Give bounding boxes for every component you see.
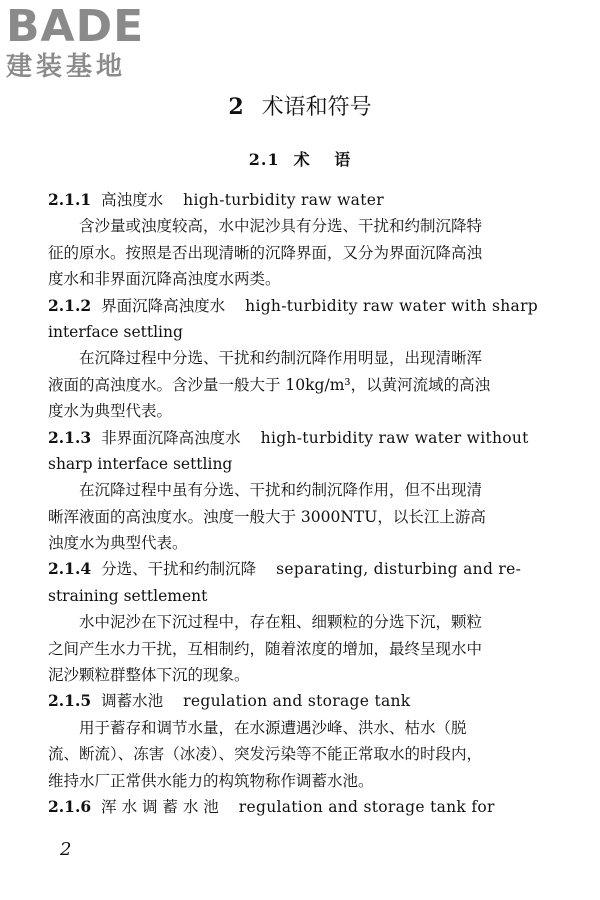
term-heading bbox=[48, 794, 568, 820]
terms-content bbox=[48, 187, 568, 820]
term-english-continued: sharp interface settling bbox=[48, 454, 233, 473]
term-description-line: 度水为典型代表。 bbox=[48, 402, 173, 421]
term-chinese: 高浊度水 bbox=[101, 191, 164, 209]
chapter-name: 术语和符号 bbox=[261, 95, 372, 120]
watermark-logo bbox=[6, 1, 176, 84]
term-heading bbox=[48, 293, 568, 319]
term-number: 2.1.2 bbox=[48, 295, 92, 315]
term-description-line: 液面的高浊度水。含沙量一般大于 10kg/m³，以黄河流域的高浊 bbox=[48, 375, 491, 394]
term-chinese: 调蓄水池 bbox=[101, 692, 164, 711]
term-english: regulation and storage tank bbox=[183, 692, 411, 711]
term-number: 2.1.6 bbox=[48, 796, 92, 816]
term-english: high-turbidity raw water without bbox=[260, 428, 529, 447]
term-heading bbox=[48, 556, 568, 582]
term-description-line: 流、断流）、冻害（冰凌）、突发污染等不能正常取水的时段内， bbox=[48, 745, 483, 764]
section-number: 2.1 bbox=[248, 150, 280, 169]
term-description-line: 晰浑液面的高浊度水。浊度一般大于 3000NTU，以长江上游高 bbox=[48, 507, 486, 526]
logo-word: BADE bbox=[6, 1, 145, 52]
term-description-line: 浊度水为典型代表。 bbox=[48, 534, 188, 553]
term-english: high-turbidity raw water with sharp bbox=[245, 296, 539, 315]
term-description-line: 之间产生水力干扰，互相制约，随着浓度的增加，最终呈现水中 bbox=[48, 639, 483, 658]
logo-subtitle: 建装基地 bbox=[6, 52, 127, 82]
term-number: 2.1.4 bbox=[48, 559, 92, 579]
section-title bbox=[0, 148, 600, 172]
term-description-line: 泥沙颗粒群整体下沉的现象。 bbox=[48, 666, 250, 685]
term-description-line: 度水和非界面沉降高浊度水两类。 bbox=[48, 270, 281, 289]
term-description-line: 维持水厂正常供水能力的构筑物称作调蓄水池。 bbox=[48, 771, 374, 790]
term-heading bbox=[48, 688, 568, 714]
term-description-line: 在沉降过程中虽有分选、干扰和约制沉降作用，但不出现清 bbox=[79, 481, 483, 500]
chapter-title bbox=[0, 92, 600, 123]
term-heading bbox=[48, 425, 568, 451]
term-english-continued: straining settlement bbox=[48, 586, 208, 605]
term-description-line: 在沉降过程中分选、干扰和约制沉降作用明显，出现清晰浑 bbox=[79, 349, 483, 368]
term-chinese: 分选、干扰和约制沉降 bbox=[101, 560, 257, 579]
term-chinese: 界面沉降高浊度水 bbox=[101, 296, 226, 315]
term-description-line: 征的原水。按照是否出现清晰的沉降界面，又分为界面沉降高浊 bbox=[48, 243, 483, 262]
term-english: separating, disturbing and re- bbox=[276, 560, 522, 579]
page-number: 2 bbox=[60, 839, 72, 860]
section-name: 术 语 bbox=[293, 150, 352, 169]
term-chinese: 非界面沉降高浊度水 bbox=[101, 428, 241, 447]
term-number: 2.1.5 bbox=[48, 691, 92, 711]
term-number: 2.1.1 bbox=[48, 190, 92, 209]
term-description-line: 用于蓄存和调节水量，在水源遭遇沙峰、洪水、枯水（脱 bbox=[79, 718, 467, 737]
term-description-line: 含沙量或浊度较高，水中泥沙具有分选、干扰和约制沉降特 bbox=[79, 217, 483, 236]
term-number: 2.1.3 bbox=[48, 427, 92, 447]
term-chinese: 浑 水 调 蓄 水 池 bbox=[101, 797, 219, 816]
term-english-continued: interface settling bbox=[48, 322, 183, 341]
term-heading bbox=[48, 187, 568, 213]
term-description-line: 水中泥沙在下沉过程中，存在粗、细颗粒的分选下沉，颗粒 bbox=[79, 613, 483, 632]
chapter-number: 2 bbox=[228, 94, 244, 120]
term-english: high-turbidity raw water bbox=[183, 191, 384, 209]
term-english: regulation and storage tank for bbox=[238, 797, 495, 816]
